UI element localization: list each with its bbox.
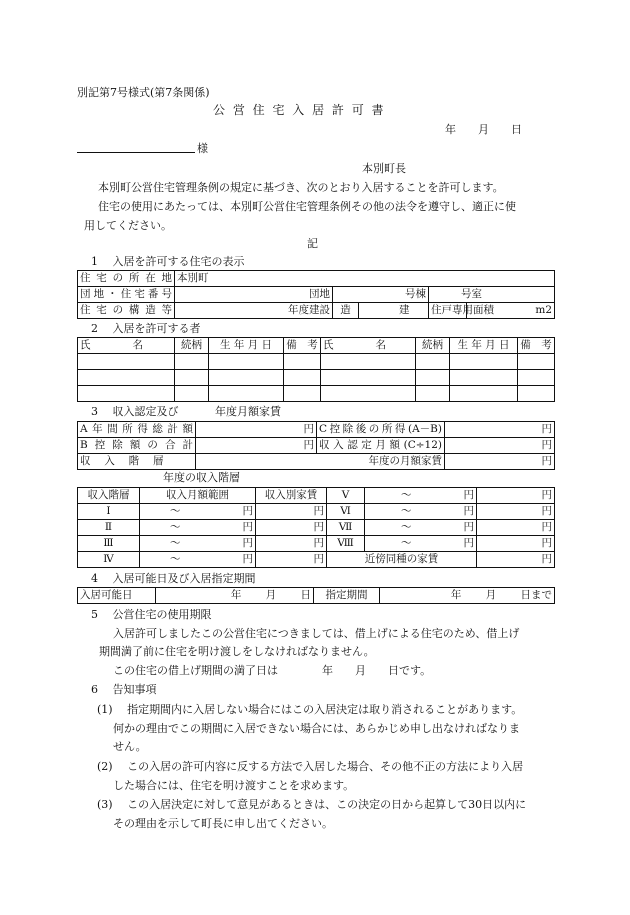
level-7-range: ～ 円 [365,520,477,536]
period-label: 指定期間 [314,588,380,604]
person-row [78,386,555,402]
name-header-2: 氏 名 [321,338,416,354]
b-label: B控除額の合計 [78,438,196,454]
a-label: A年間所得総計額 [78,422,196,438]
level-3: Ⅲ [78,536,140,552]
level-7: Ⅶ [327,520,365,536]
level-2-range: ～ 円 [140,520,256,536]
c-label: C控除後の所得(A－B) [317,422,445,438]
location-value: 本別町 [175,271,555,287]
section1-heading: 1 入居を許可する住宅の表示 [91,255,245,268]
level-4-rent: 円 [256,552,327,568]
s6-item1-line2: 何かの理由でこの期間に入居できない場合には、あらかじめ申し出なければなりま [113,722,520,735]
level-label: 収 入 階 層 [78,454,196,470]
form-id: 別記第7号様式(第7条関係) [77,86,210,99]
th-rent: 収入別家賃 [256,488,327,504]
s6-item2-line2: した場合には、住宅を明け渡すことを求めます。 [113,779,355,792]
section3-heading: 3 収入認定及び 年度月額家賃 [91,405,281,418]
relation-header: 続柄 [175,338,209,354]
intro-line-2: 住宅の使用にあたっては、本別町公営住宅管理条例その他の法令を遵守し、適正に使 [98,200,516,213]
c-value-unit: 円 [445,422,555,438]
th-range: 収入月額範囲 [140,488,256,504]
s6-item3-line2: その理由を示して町長に申し出てください。 [113,817,333,830]
section4-heading: 4 入居可能日及び入居指定期間 [91,572,256,585]
neighbor-rent-label: 近傍同種の家賃 [327,552,477,568]
document-title: 公 営 住 宅 入 居 許 可 書 [213,103,386,117]
build-year: 年度建設 [175,303,333,319]
intro-line-1: 本別町公営住宅管理条例の規定に基づき、次のとおり入居することを許可します。 [98,181,504,194]
housing-table [77,270,555,319]
zou-label: 造 [333,303,359,319]
start-date-label: 入居可能日 [78,588,156,604]
structure-label: 住宅の構造等 [78,303,175,319]
start-date-value: 年 月 日 [156,588,314,604]
a-value-unit: 円 [196,422,317,438]
notes-header-2: 備 考 [518,338,555,354]
recognized-value-unit: 円 [445,438,555,454]
person-row [78,370,555,386]
gomune-label: 号棟 [333,287,429,303]
level-8-range: ～ 円 [365,536,477,552]
rent-value-unit: 円 [445,454,555,470]
level-8-rent: 円 [477,536,555,552]
levels-table [77,487,555,568]
s5-line-1: 入居許可しましたこの公営住宅につきましては、借上げによる住宅のため、借上げ [113,627,520,640]
location-label: 住宅の所在地 [78,271,175,287]
danchi-label: 団地 [175,287,333,303]
s6-item1-line3: せん。 [113,740,147,753]
ken-label: 建 [359,303,429,319]
s6-item3-line1: (3) この入居決定に対して意見があるときは、この決定の日から起算して30日以内に [97,798,527,811]
area-unit: m2 [467,303,555,319]
levels-subheading: 年度の収入階層 [163,471,240,484]
dob-header: 生 年 月 日 [209,338,284,354]
section6-heading: 6 告知事項 [91,683,157,696]
dob-header-2: 生 年 月 日 [450,338,518,354]
s6-item2-line1: (2) この入居の許可内容に反する方法で入居した場合、その他不正の方法により入居 [97,760,524,773]
relation-header-2: 続柄 [416,338,450,354]
s6-item1-line1: (1) 指定期間内に入居しない場合にはこの入居決定は取り消されることがあります。 [97,703,523,716]
level-6-rent: 円 [477,504,555,520]
level-3-range: ～ 円 [140,536,256,552]
ki-marker: 記 [307,237,318,250]
persons-table [77,337,555,402]
income-table [77,421,555,470]
level-4: Ⅳ [78,552,140,568]
period-table [77,587,555,604]
section5-heading: 5 公営住宅の使用期限 [91,608,212,621]
level-7-rent: 円 [477,520,555,536]
level-4-range: ～ 円 [140,552,256,568]
rent-label: 年度の月額家賃 [196,454,445,470]
level-v-range: ～ 円 [365,488,477,504]
level-6-range: ～ 円 [365,504,477,520]
level-v: Ⅴ [327,488,365,504]
s5-line-3: この住宅の借上げ期間の満了日は 年 月 日です。 [113,664,432,677]
number-label: 団地・住宅番号 [78,287,175,303]
goshitsu-label: 号室 [429,287,555,303]
level-2-rent: 円 [256,520,327,536]
level-6: Ⅵ [327,504,365,520]
addressee-line [77,152,195,153]
name-header: 氏 名 [78,338,175,354]
intro-line-3: 用してください。 [84,219,172,232]
level-3-rent: 円 [256,536,327,552]
issue-date: 年 月 日 [445,123,522,136]
issuer: 本別町長 [362,162,406,175]
recognized-label: 収入認定月額(C÷12) [317,438,445,454]
period-value: 年 月 日まで [380,588,555,604]
level-1-rent: 円 [256,504,327,520]
s5-line-2: 期間満了前に住宅を明け渡しをしなければなりません。 [99,645,375,658]
level-8: Ⅷ [327,536,365,552]
neighbor-rent-unit: 円 [477,552,555,568]
level-v-rent: 円 [477,488,555,504]
th-level: 収入階層 [78,488,140,504]
section2-heading: 2 入居を許可する者 [91,322,201,335]
level-1-range: ～ 円 [140,504,256,520]
level-1: Ⅰ [78,504,140,520]
b-value-unit: 円 [196,438,317,454]
person-row [78,354,555,370]
level-2: Ⅱ [78,520,140,536]
notes-header: 備 考 [284,338,321,354]
area-label: 住戸専用面積 [429,303,467,319]
addressee-suffix: 様 [197,142,208,155]
